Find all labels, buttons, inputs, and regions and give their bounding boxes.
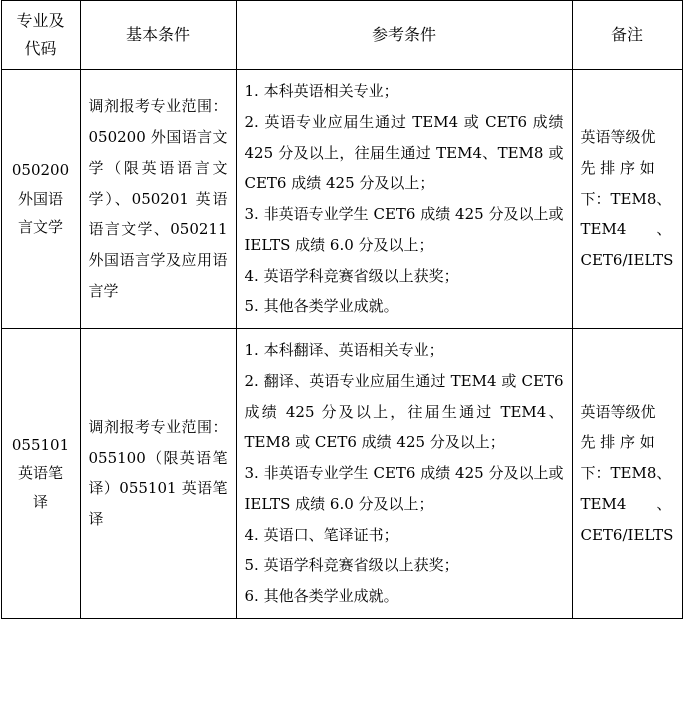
reference-item: 2. 翻译、英语专业应届生通过 TEM4 或 CET6 成绩 425 分及以上，往届生通过 TEM4、TEM8 或 CET6 成绩 425 分及以上；: [244, 371, 564, 452]
reference-item: 1. 本科英语相关专业；: [244, 82, 399, 100]
major-code-line: 055101: [11, 435, 70, 454]
table-row: [1, 329, 682, 619]
remarks-cell: [572, 329, 682, 619]
column-header-remarks: 备注: [572, 1, 682, 70]
reference-item: 5. 其他各类学业成就。: [244, 297, 399, 316]
major-code-line: 外国语: [17, 189, 63, 208]
major-code-cell: [1, 70, 80, 329]
reference-item: 2. 英语专业应届生通过 TEM4 或 CET6 成绩 425 分及以上，往届生通过 TEM4、TEM8 或 CET6 成绩 425 分及以上；: [244, 112, 564, 193]
remarks-line: TEM4 、: [580, 220, 672, 239]
remarks-line: 英语等级优: [580, 128, 656, 147]
table-row: [1, 70, 682, 329]
majors-requirements-table: [1, 0, 683, 619]
reference-item: 3. 非英语专业学生 CET6 成绩 425 分及以上或 IELTS 成绩 6.0 分及以上；: [244, 464, 564, 513]
basic-conditions-cell: 调剂报考专业范围： 055100（限英语笔译）055101 英语笔译: [80, 329, 236, 619]
column-header-basic-conditions: 基本条件: [80, 1, 236, 70]
major-code-line: 050200: [11, 161, 70, 180]
table-header-row: [1, 1, 682, 70]
column-header-major-code: [1, 1, 80, 70]
reference-item: 6. 其他各类学业成就。: [244, 587, 399, 605]
reference-conditions-cell: [236, 329, 572, 619]
major-code-line: 英语笔: [17, 464, 63, 483]
remarks-line: CET6/IELTS: [580, 525, 674, 544]
remarks-line: 下：TEM8、: [580, 189, 672, 208]
header-text-line-b: 代码: [24, 39, 57, 58]
remarks-line: TEM4 、: [580, 494, 672, 513]
remarks-line: CET6/IELTS: [580, 251, 674, 270]
remarks-line: 先 排 序 如: [580, 433, 655, 452]
major-code-line: 译: [32, 492, 48, 511]
remarks-cell: [572, 70, 682, 329]
reference-item: 5. 英语学科竞赛省级以上获奖；: [244, 556, 459, 575]
reference-item: 1. 本科翻译、英语相关专业；: [244, 341, 444, 359]
reference-item: 3. 非英语专业学生 CET6 成绩 425 分及以上或 IELTS 成绩 6.0 分及以上；: [244, 205, 564, 254]
reference-item: 4. 英语口、笔译证书；: [244, 525, 399, 544]
remarks-line: 先 排 序 如: [580, 158, 655, 177]
header-line-major: [10, 7, 72, 63]
remarks-line: 英语等级优: [580, 402, 656, 421]
reference-conditions-cell: [236, 70, 572, 329]
column-header-reference-conditions: 参考条件: [236, 1, 572, 70]
basic-conditions-cell: 调剂报考专业范围：050200 外国语言文学（限英语语言文学）、050201 英语语言文学、050211 外国语言学及应用语言学: [80, 70, 236, 329]
remarks-line: 下：TEM8、: [580, 464, 672, 482]
major-code-cell: [1, 329, 80, 619]
header-text-line-a: 专业及: [16, 11, 65, 30]
major-code-line: 言文学: [17, 218, 63, 237]
reference-item: 4. 英语学科竞赛省级以上获奖；: [244, 266, 459, 285]
